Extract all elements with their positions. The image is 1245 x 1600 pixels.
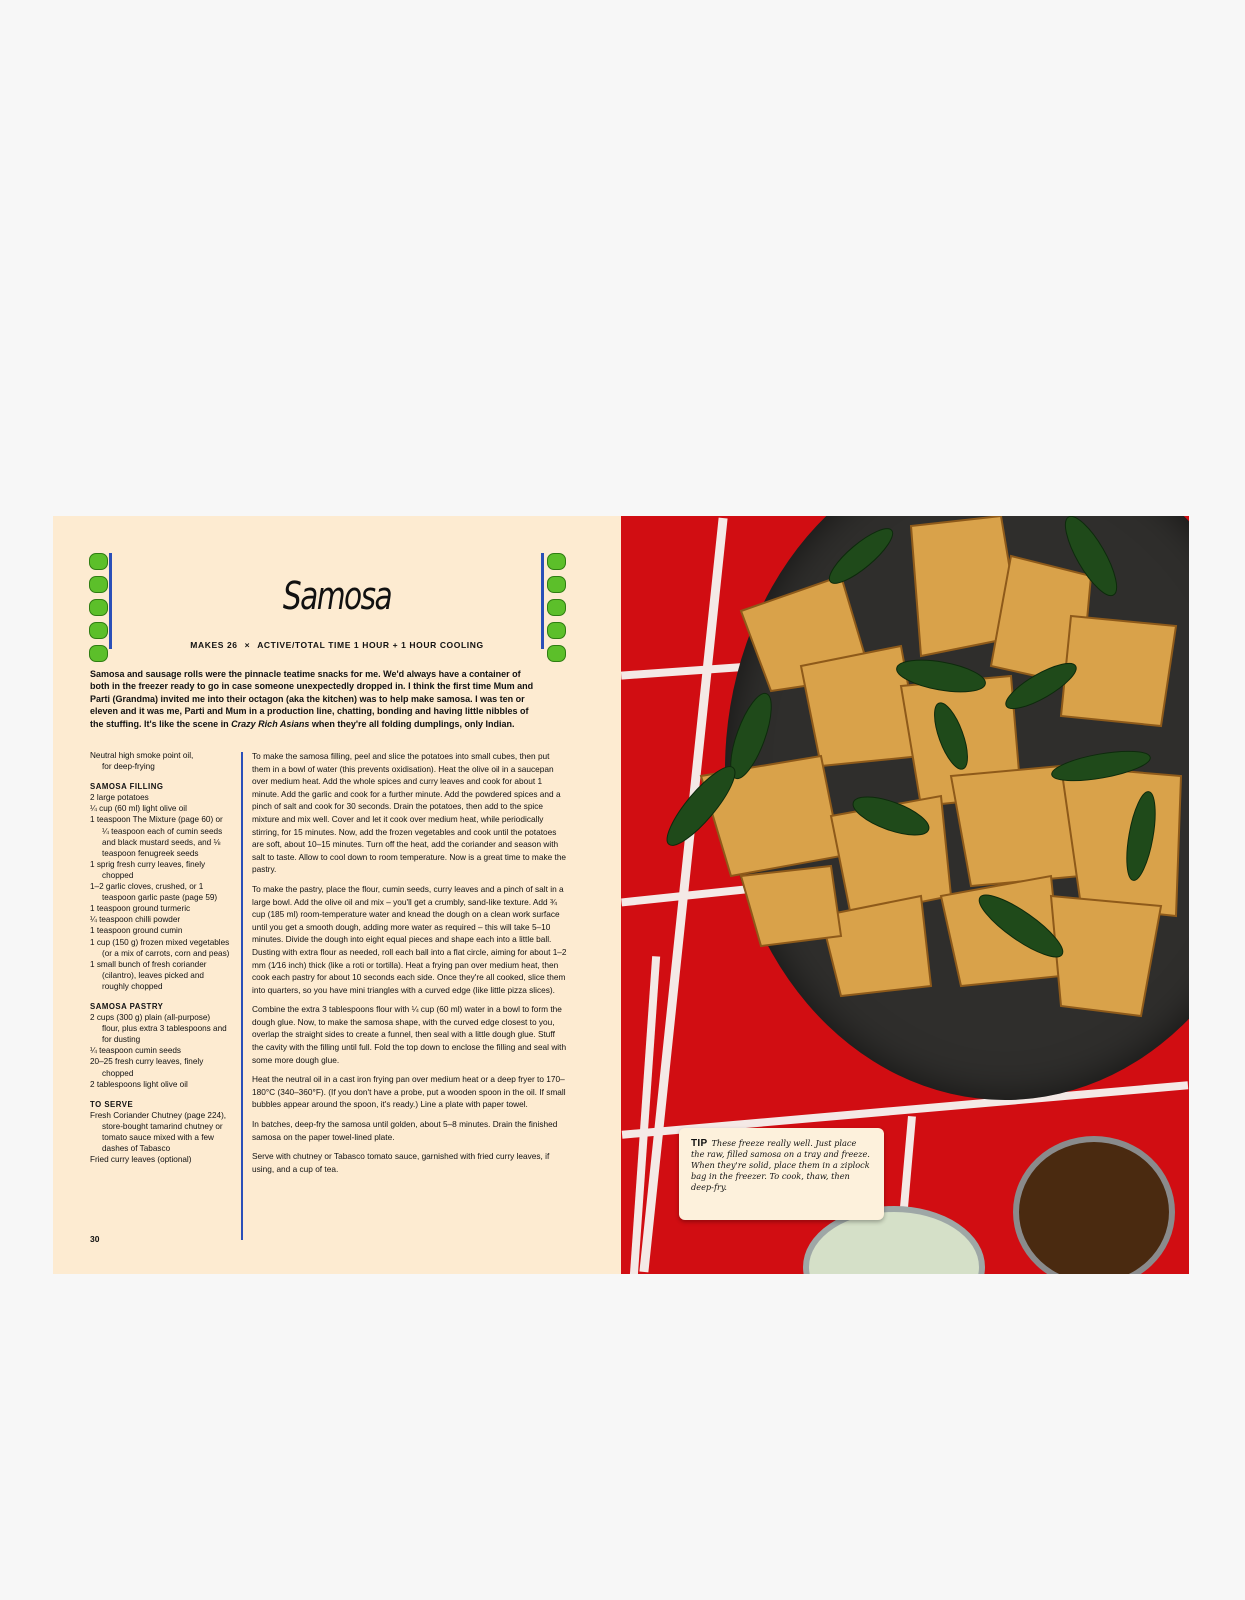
ingredient-item: 2 tablespoons light olive oil xyxy=(90,1079,188,1089)
ingredient-item: Fried curry leaves (optional) xyxy=(90,1155,192,1165)
ingredient-line: for deep-frying xyxy=(102,762,155,772)
decorative-dots-left xyxy=(89,553,115,668)
tamarind-chutney-bowl xyxy=(1013,1136,1175,1274)
pastry-heading: SAMOSA PASTRY xyxy=(90,1001,164,1011)
ingredient-item: 1 teaspoon The Mixture (page 60) or ¼ teaspoon each of cumin seeds and black mustard seeds, and ⅛ teaspoon fenugreek seeds xyxy=(90,815,223,858)
ingredient-item: Fresh Coriander Chutney (page 224), store-bought tamarind chutney or tomato sauce mixed with a few dashes of Tabasco xyxy=(90,1110,227,1154)
ingredients-list xyxy=(90,750,230,1165)
oil-ingredient xyxy=(90,750,230,772)
ingredient-item: ¼ teaspoon chilli powder xyxy=(90,915,181,925)
samosa-pile xyxy=(621,516,1189,1116)
ingredient-line: Neutral high smoke point oil, xyxy=(90,751,194,760)
ingredient-item: ¼ cup (60 ml) light olive oil xyxy=(90,804,187,814)
curry-leaf xyxy=(823,521,900,591)
book-spread xyxy=(53,516,1189,1274)
method-paragraph: In batches, deep-fry the samosa until golden, about 5–8 minutes. Drain the finished samosa on the paper towel-lined plate. xyxy=(252,1119,558,1142)
intro-text: Samosa and sausage rolls were the pinnacle teatime snacks for me. We'd always have a container of both in the freezer ready to go in case someone unexpectedly dropped in. I think the first time Mum and Parti (Grandma) invited me into their octagon (aka the kitchen) was to help make samosa. I was ten or eleven and it was me, Parti and Mum in a production line, chatting, bonding and having little nibbles of the stuffing. It's like the scene in xyxy=(90,669,534,729)
recipe-meta xyxy=(53,640,621,650)
ingredient-item: 1 small bunch of fresh coriander (cilantro), leaves picked and roughly chopped xyxy=(90,959,207,991)
meta-separator: × xyxy=(244,640,251,650)
ingredient-item: 2 cups (300 g) plain (all-purpose) flour, plus extra 3 tablespoons and for dusting xyxy=(90,1013,227,1045)
samosa xyxy=(1061,766,1181,916)
page-number: 30 xyxy=(90,1234,100,1244)
intro-text-end: when they're all folding dumplings, only Indian. xyxy=(309,718,515,729)
samosa xyxy=(951,766,1081,886)
recipe-title: Samosa xyxy=(282,574,392,618)
samosa xyxy=(741,866,841,946)
ingredient-item: ¼ teaspoon cumin seeds xyxy=(90,1046,182,1056)
method-paragraph: Heat the neutral oil in a cast iron frying pan over medium heat or a deep fryer to 170–180°C (340–360°F). (If you don't have a probe, put a wooden spoon in the oil. If small bubbles appear around the spoon, it's ready.) Line a plate with paper towel. xyxy=(252,1074,566,1110)
ingredient-item: 1 cup (150 g) frozen mixed vegetables (or a mix of carrots, corn and peas) xyxy=(90,937,230,958)
tip-text: These freeze really well. Just place the raw, filled samosa on a tray and freeze. When they're solid, place them in a ziplock bag in the freezer. To cook, thaw, then deep-fry. xyxy=(691,1138,870,1192)
yield: MAKES 26 xyxy=(190,640,238,650)
ingredient-item: 20–25 fresh curry leaves, finely chopped xyxy=(90,1057,204,1078)
method-paragraph: Serve with chutney or Tabasco tomato sauce, garnished with fried curry leaves, if using, and a cup of tea. xyxy=(252,1151,550,1174)
cook-time: ACTIVE/TOTAL TIME 1 HOUR + 1 HOUR COOLING xyxy=(257,640,484,650)
recipe-page xyxy=(53,516,621,1274)
ingredient-item: 2 large potatoes xyxy=(90,793,149,803)
samosa-photo xyxy=(621,516,1189,1274)
ingredient-item: 1 teaspoon ground turmeric xyxy=(90,904,191,914)
ingredient-item: 1 sprig fresh curry leaves, finely chopped xyxy=(90,859,206,880)
samosa xyxy=(1051,896,1161,1016)
method-steps xyxy=(252,750,568,1182)
intro-film-title: Crazy Rich Asians xyxy=(231,718,310,729)
method-paragraph: To make the pastry, place the flour, cumin seeds, curry leaves and a pinch of salt in a large bowl. Add the olive oil and mix – you'll get a crumbly, sand-like texture. Add ¾ cup (185 ml) room-temperature water and knead the dough on a clean work surface until you get a smooth dough, adding more water as required – this will take 5–10 minutes. Divide the dough into eight equal pieces and shape each into a little ball. Dusting with extra flour as needed, roll each ball into a flat circle, aiming for about 1–2 mm (1⁄16 inch) thick (like a roti or tortilla). Heat a frying pan over medium heat, then cook each pastry for about 10 seconds each side. Once they're all cooked, slice them into quarters, so you have mini triangles with a curved edge (like little pizza slices). xyxy=(252,883,567,995)
filling-heading: SAMOSA FILLING xyxy=(90,782,164,792)
recipe-intro xyxy=(90,668,542,730)
tip-card xyxy=(679,1128,884,1220)
ingredient-item: 1–2 garlic cloves, crushed, or 1 teaspoon garlic paste (page 59) xyxy=(90,882,218,903)
column-divider xyxy=(241,752,243,1240)
method-paragraph: Combine the extra 3 tablespoons flour with ¼ cup (60 ml) water in a bowl to form the dough glue. Now, to make the samosa shape, with the curved edge closest to you, overlap the straight sides to create a funnel, then seal with a little dough glue. Stuff the cavity with the filling until full. Fold the top down to enclose the filling and seal with some more dough glue. xyxy=(252,1004,567,1065)
method-paragraph: To make the samosa filling, peel and slice the potatoes into small cubes, then put them in a bowl of water (this prevents oxidisation). Heat the olive oil in a saucepan over medium heat. Add the whole spices and curry leaves and cook for about 1 minute. Add the garlic and cook for a further minute. Add the powdered spices and a pinch of salt and cook for 30 seconds. Drain the potatoes, then add to the spice mixture and mix well. Cover and let it cook over medium heat, while periodically stirring, for 15 minutes. Now, add the frozen vegetables and cook until the potatoes are soft, about 10–15 minutes. Turn off the heat, add the coriander and season with salt to taste. Allow to cool down to room temperature. Now is a great time to make the pastry. xyxy=(252,751,567,875)
serve-heading: TO SERVE xyxy=(90,1099,134,1109)
ingredient-item: 1 teaspoon ground cumin xyxy=(90,926,183,936)
samosa xyxy=(1061,616,1176,726)
tip-label: TIP xyxy=(691,1138,708,1149)
